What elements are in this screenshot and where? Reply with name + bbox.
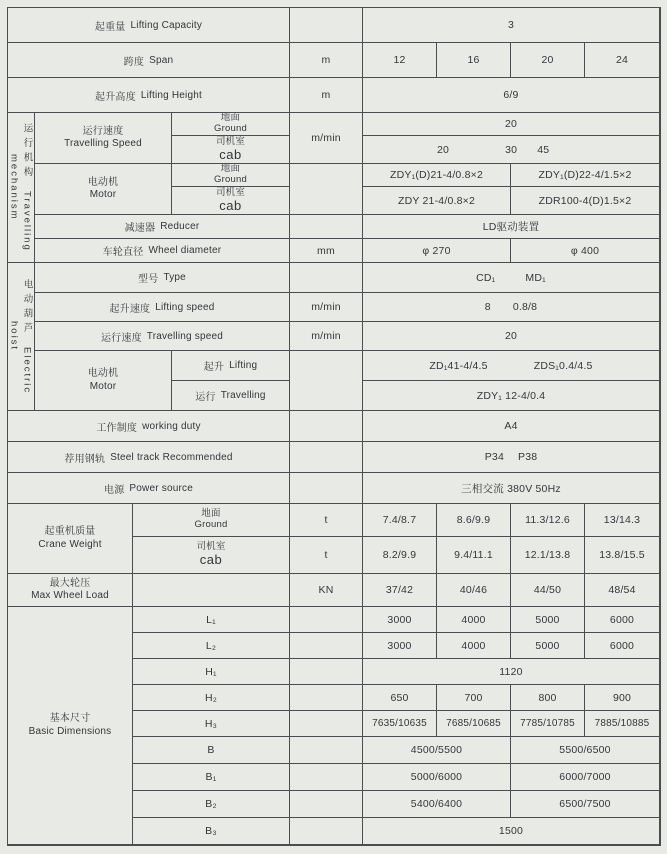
value-cell: 三相交流 380V 50Hz: [363, 473, 660, 504]
unit-cell: [290, 737, 363, 764]
sub-en: Travelling: [220, 390, 266, 401]
sub-label-cab: [133, 537, 290, 574]
unit-cell: m/min: [290, 113, 363, 164]
value-cell: 5000: [511, 607, 585, 633]
sub-en: Ground: [214, 123, 247, 134]
label-en: Wheel diameter: [148, 245, 222, 256]
sub-label-cab: [172, 136, 290, 164]
unit-cell: [290, 818, 363, 845]
section-label-travelling-mechanism: [8, 113, 35, 263]
row-label-travel-motor: [35, 164, 172, 215]
label-en: Reducer: [160, 221, 200, 232]
label-en: Max Wheel Load: [31, 590, 109, 601]
sub-label-travelling: [172, 381, 290, 411]
value-cell: φ 270: [363, 239, 511, 263]
lifting-speed-1: 8: [484, 301, 491, 313]
row-label-working-duty: [8, 411, 290, 442]
value-cell: 4000: [437, 607, 511, 633]
value-cell: 650: [363, 685, 437, 711]
value-cell: 6/9: [363, 78, 660, 113]
sub-zh: 地面: [220, 113, 241, 124]
unit-cell: t: [290, 504, 363, 537]
value-cell: 7785/10785: [511, 711, 585, 737]
unit-cell: [290, 685, 363, 711]
row-label-hoist-lifting-speed: [35, 293, 290, 322]
cab-speed-3: 45: [537, 143, 550, 156]
label-zh: 起重机质量: [44, 526, 96, 537]
value-cell: 8.6/9.9: [437, 504, 511, 537]
label-zh: 跨度: [123, 56, 145, 68]
cab-speed-2: 30: [505, 143, 518, 156]
value-cell: [363, 442, 660, 473]
sub-label-H2: H₂: [133, 685, 290, 711]
row-label-steel-track: [8, 442, 290, 473]
label-zh: 最大轮压: [49, 577, 91, 589]
value-cell: 4000: [437, 633, 511, 659]
hoist-motor-lifting-2: ZDS₁0.4/4.5: [533, 359, 593, 372]
sub-label-B1: B₁: [133, 764, 290, 791]
unit-cell: [290, 659, 363, 685]
section-en: Electric hoist: [8, 321, 33, 395]
sub-en: Lifting: [229, 360, 258, 371]
label-en: Travelling speed: [146, 330, 223, 342]
label-zh: 起升高度: [95, 91, 136, 103]
value-cell: 20: [511, 43, 585, 78]
row-label-hoist-motor: [35, 351, 172, 411]
sub-label-empty: [133, 574, 290, 607]
sub-en: cab: [199, 551, 223, 567]
unit-cell: [290, 711, 363, 737]
value-cell: [363, 351, 660, 381]
value-cell: 7685/10685: [437, 711, 511, 737]
value-cell: 40/46: [437, 574, 511, 607]
unit-cell: [290, 164, 363, 215]
value-cell: A4: [363, 411, 660, 442]
value-cell: 12: [363, 43, 437, 78]
sub-label-B: B: [133, 737, 290, 764]
value-cell: [363, 263, 660, 293]
unit-cell: m: [290, 43, 363, 78]
label-en: Steel track Recommended: [110, 451, 233, 463]
unit-cell: KN: [290, 574, 363, 607]
unit-cell: [290, 633, 363, 659]
sub-label-L2: L₂: [133, 633, 290, 659]
label-zh: 工作制度: [96, 422, 138, 434]
sub-en: cab: [219, 146, 242, 162]
sub-label-lifting: [172, 351, 290, 381]
label-en: Power source: [129, 482, 193, 494]
value-cell: 4500/5500: [363, 737, 511, 764]
sub-zh: 地面: [201, 508, 221, 520]
value-cell: 48/54: [585, 574, 660, 607]
value-cell: 900: [585, 685, 660, 711]
label-zh: 型号: [138, 274, 159, 285]
row-label-span: [8, 43, 290, 78]
sub-zh: 司机室: [215, 136, 246, 147]
label-zh: 基本尺寸: [49, 713, 91, 724]
unit-cell: [290, 351, 363, 411]
unit-cell: t: [290, 537, 363, 574]
value-cell: 12.1/13.8: [511, 537, 585, 574]
label-en: Motor: [89, 380, 117, 392]
value-cell: 7635/10635: [363, 711, 437, 737]
value-cell: 3000: [363, 607, 437, 633]
hoist-type-1: CD₁: [476, 271, 496, 284]
unit-cell: m/min: [290, 293, 363, 322]
label-zh: 起重量: [94, 21, 126, 33]
value-cell: ZDR100-4(D)1.5×2: [511, 187, 660, 215]
unit-cell: [290, 411, 363, 442]
section-zh: 电动葫芦: [21, 278, 33, 337]
cab-speed-1: 20: [437, 143, 450, 156]
value-cell: 20: [363, 113, 660, 136]
value-cell: 7.4/8.7: [363, 504, 437, 537]
vertical-text: [9, 114, 34, 261]
sub-label-cab: [172, 187, 290, 215]
row-label-lifting-capacity: [8, 8, 290, 43]
hoist-type-2: MD₁: [525, 271, 546, 284]
sub-zh: 起升: [203, 362, 225, 373]
crane-spec-table: [7, 7, 661, 846]
row-label-hoist-type: [35, 263, 290, 293]
value-cell: 800: [511, 685, 585, 711]
value-cell: 16: [437, 43, 511, 78]
unit-cell: [290, 791, 363, 818]
sub-zh: 运行: [195, 392, 216, 403]
unit-cell: [290, 607, 363, 633]
label-en: Crane Weight: [38, 538, 102, 550]
sub-label-B3: B₃: [133, 818, 290, 845]
row-label-basic-dimensions: [8, 607, 133, 845]
sub-label-H1: H₁: [133, 659, 290, 685]
label-zh: 电源: [104, 484, 125, 496]
label-en: Travelling Speed: [64, 138, 142, 149]
label-zh: 荐用钢轨: [64, 453, 106, 465]
row-label-lifting-height: [8, 78, 290, 113]
value-cell: 13/14.3: [585, 504, 660, 537]
row-label-crane-weight: [8, 504, 133, 574]
unit-cell: m: [290, 78, 363, 113]
unit-cell: [290, 764, 363, 791]
unit-cell: [290, 473, 363, 504]
row-label-hoist-travelling-speed: [35, 322, 290, 351]
value-cell: 6000: [585, 607, 660, 633]
sub-label-H3: H₃: [133, 711, 290, 737]
value-cell: 5000/6000: [363, 764, 511, 791]
sub-label-ground: [172, 113, 290, 136]
sub-en: Ground: [214, 174, 247, 185]
value-cell: LD驱动装置: [363, 215, 660, 239]
row-label-max-wheel-load: [8, 574, 133, 607]
label-zh: 车轮直径: [102, 247, 144, 258]
sub-en: Ground: [194, 519, 228, 530]
label-zh: 电动机: [87, 176, 119, 188]
unit-cell: m/min: [290, 322, 363, 351]
value-cell: [363, 293, 660, 322]
sub-label-ground: [172, 164, 290, 187]
row-label-travelling-speed: [35, 113, 172, 164]
row-label-power-source: [8, 473, 290, 504]
unit-cell: [290, 215, 363, 239]
value-cell: ZDY₁(D)21-4/0.8×2: [363, 164, 511, 187]
value-cell: ZDY₁(D)22-4/1.5×2: [511, 164, 660, 187]
value-cell: 1120: [363, 659, 660, 685]
value-cell: 37/42: [363, 574, 437, 607]
value-cell: 9.4/11.1: [437, 537, 511, 574]
label-en: working duty: [142, 420, 201, 432]
hoist-motor-lifting-1: ZD₁41-4/4.5: [429, 359, 488, 372]
value-cell: ZDY 21-4/0.8×2: [363, 187, 511, 215]
label-en: Lifting speed: [155, 301, 215, 313]
label-zh: 电动机: [87, 368, 119, 379]
value-cell: 20: [363, 322, 660, 351]
value-cell: ZDY₁ 12-4/0.4: [363, 381, 660, 411]
section-en: Travelling mechanism: [8, 154, 33, 252]
unit-cell: [290, 263, 363, 293]
sub-zh: 司机室: [196, 541, 226, 553]
label-en: Type: [163, 272, 186, 283]
label-zh: 运行速度: [100, 332, 142, 344]
unit-cell: [290, 8, 363, 43]
value-cell: 13.8/15.5: [585, 537, 660, 574]
value-cell: 700: [437, 685, 511, 711]
sub-zh: 地面: [220, 164, 241, 175]
value-cell: 5500/6500: [511, 737, 660, 764]
value-cell: 5400/6400: [363, 791, 511, 818]
value-cell: 6000: [585, 633, 660, 659]
value-cell: 3: [363, 8, 660, 43]
steel-track-1: P34: [484, 451, 504, 463]
section-zh: 运行机构: [21, 123, 33, 182]
row-label-reducer: [35, 215, 290, 239]
unit-cell: [290, 442, 363, 473]
lifting-speed-2: 0.8/8: [512, 301, 538, 313]
value-cell: 11.3/12.6: [511, 504, 585, 537]
label-en: Span: [149, 54, 174, 66]
unit-cell: mm: [290, 239, 363, 263]
value-cell: 7885/10885: [585, 711, 660, 737]
value-cell: 24: [585, 43, 660, 78]
value-cell: 8.2/9.9: [363, 537, 437, 574]
value-cell: 6500/7500: [511, 791, 660, 818]
label-zh: 减速器: [124, 223, 156, 234]
steel-track-2: P38: [518, 451, 538, 463]
sub-en: cab: [219, 197, 242, 213]
label-en: Basic Dimensions: [28, 725, 112, 737]
section-label-electric-hoist: [8, 263, 35, 411]
vertical-text: [9, 264, 34, 409]
value-cell-cab-speeds: [363, 136, 660, 164]
value-cell: φ 400: [511, 239, 660, 263]
sub-zh: 司机室: [215, 187, 246, 198]
sub-label-B2: B₂: [133, 791, 290, 818]
label-zh: 起升速度: [109, 303, 151, 315]
value-cell: 44/50: [511, 574, 585, 607]
value-cell: 6000/7000: [511, 764, 660, 791]
label-en: Lifting Capacity: [130, 19, 203, 31]
label-en: Motor: [89, 189, 117, 200]
value-cell: 5000: [511, 633, 585, 659]
value-cell: 3000: [363, 633, 437, 659]
label-en: Lifting Height: [140, 89, 202, 101]
row-label-wheel-diameter: [35, 239, 290, 263]
value-cell: 1500: [363, 818, 660, 845]
label-zh: 运行速度: [82, 125, 124, 137]
sub-label-ground: [133, 504, 290, 537]
sub-label-L1: L₁: [133, 607, 290, 633]
